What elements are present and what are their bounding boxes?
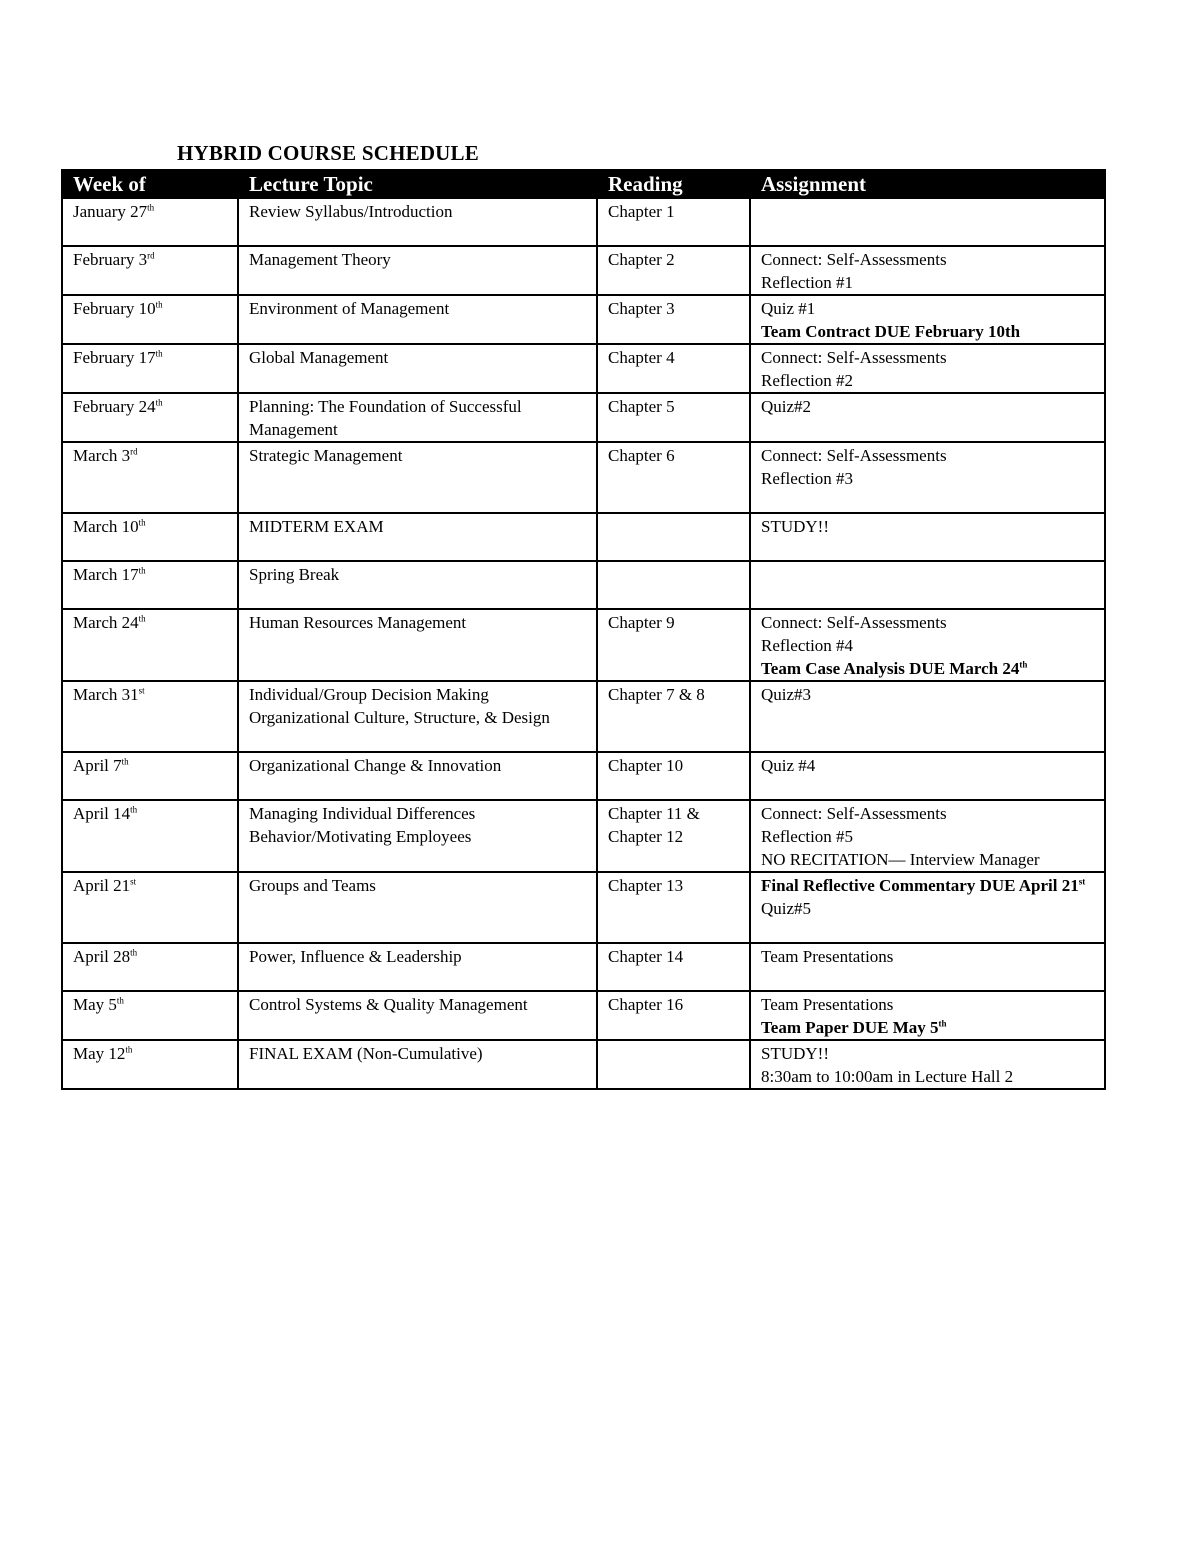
reading-chapter: Chapter 13 [608,876,684,895]
assignment-item [761,874,1094,897]
week-cell [62,681,238,752]
assignment-item [761,634,1094,657]
reading-cell [597,609,750,681]
lecture-topic: Behavior/Motivating Employees [249,827,472,846]
week-cell [62,344,238,393]
assignment-text: Connect: Self-Assessments [761,250,947,269]
lecture-topic: Review Syllabus/Introduction [249,202,453,221]
assignment-text: Connect: Self-Assessments [761,348,947,367]
lecture-topic-cell [238,393,597,442]
week-date: April 14 [73,804,131,823]
lecture-topic: FINAL EXAM (Non-Cumulative) [249,1044,483,1063]
lecture-topic-cell [238,800,597,872]
assignment-date-suffix: th [938,1018,947,1029]
assignment-cell [750,681,1105,752]
reading-cell [597,943,750,991]
lecture-topic-cell [238,752,597,800]
week-date: March 3 [73,446,131,465]
week-date: March 10 [73,517,139,536]
assignment-text: Quiz#3 [761,685,812,704]
week-date: March 24 [73,613,139,632]
lecture-topic-cell [238,1040,597,1089]
assignment-item [761,320,1094,343]
lecture-topic-cell [238,943,597,991]
week-cell [62,393,238,442]
assignment-item [761,611,1094,634]
lecture-topic: Strategic Management [249,446,403,465]
assignment-cell [750,393,1105,442]
assignment-item [761,395,1094,418]
week-date-suffix: st [130,876,137,887]
reading-cell [597,561,750,609]
lecture-topic: Power, Influence & Leadership [249,947,462,966]
table-row [62,513,1105,561]
table-row [62,344,1105,393]
assignment-item [761,515,1094,538]
header-lecture-topic: Lecture Topic [238,170,597,198]
lecture-topic-cell [238,442,597,513]
table-row [62,442,1105,513]
page-title: HYBRID COURSE SCHEDULE [177,141,479,165]
assignment-text: NO RECITATION— Interview Manager [761,850,1040,869]
reading-cell [597,800,750,872]
reading-cell [597,513,750,561]
reading-cell [597,344,750,393]
lecture-topic: Environment of Management [249,299,450,318]
lecture-topic-cell [238,872,597,943]
assignment-item [761,825,1094,848]
week-date: February 3 [73,250,148,269]
week-date-suffix: rd [147,250,155,261]
schedule-body [62,198,1105,1089]
assignment-text: Team Case Analysis DUE March 24 [761,659,1020,678]
week-date-suffix: th [138,565,146,576]
assignment-cell [750,609,1105,681]
week-cell [62,752,238,800]
reading-chapter: Chapter 2 [608,250,675,269]
lecture-topic: Groups and Teams [249,876,376,895]
week-date: March 17 [73,565,139,584]
table-row [62,295,1105,344]
assignment-text: Team Contract DUE February 10th [761,322,1021,341]
table-row [62,991,1105,1040]
assignment-item [761,657,1094,680]
week-cell [62,295,238,344]
lecture-topic-cell [238,295,597,344]
assignment-cell [750,295,1105,344]
reading-cell [597,393,750,442]
week-cell [62,513,238,561]
table-row [62,1040,1105,1089]
reading-cell [597,246,750,295]
reading-chapter: Chapter 11 & [608,804,700,823]
week-date: May 12 [73,1044,126,1063]
week-date: February 10 [73,299,156,318]
week-date: March 31 [73,685,139,704]
header-assignment: Assignment [750,170,1105,198]
week-date-suffix: th [138,613,146,624]
lecture-topic: Management Theory [249,250,391,269]
lecture-topic: Individual/Group Decision Making [249,685,489,704]
table-row [62,752,1105,800]
reading-chapter: Chapter 10 [608,756,684,775]
table-row [62,681,1105,752]
lecture-topic: Managing Individual Differences [249,804,476,823]
assignment-item [761,467,1094,490]
assignment-text: 8:30am to 10:00am in Lecture Hall 2 [761,1067,1014,1086]
lecture-topic-cell [238,991,597,1040]
reading-chapter: Chapter 4 [608,348,675,367]
lecture-topic: Global Management [249,348,389,367]
assignment-item [761,897,1094,920]
week-date: February 24 [73,397,156,416]
assignment-text: Reflection #3 [761,469,854,488]
assignment-cell [750,344,1105,393]
assignment-text: Team Presentations [761,947,894,966]
week-cell [62,872,238,943]
lecture-topic-cell [238,344,597,393]
assignment-date-suffix: st [1078,876,1086,887]
reading-chapter: Chapter 3 [608,299,675,318]
assignment-text: Reflection #4 [761,636,854,655]
week-date-suffix: th [155,397,163,408]
week-date-suffix: th [116,995,124,1006]
table-row [62,246,1105,295]
table-header-row [62,170,1105,198]
reading-chapter: Chapter 9 [608,613,675,632]
assignment-text: Quiz#2 [761,397,812,416]
week-date: April 28 [73,947,131,966]
reading-cell [597,1040,750,1089]
assignment-cell [750,872,1105,943]
reading-cell [597,442,750,513]
assignment-item [761,802,1094,825]
table-row [62,609,1105,681]
week-cell [62,442,238,513]
table-row [62,198,1105,246]
lecture-topic: Human Resources Management [249,613,467,632]
assignment-item [761,848,1094,871]
week-date-suffix: th [121,756,129,767]
reading-chapter: Chapter 12 [608,827,684,846]
assignment-text: STUDY!! [761,1044,829,1063]
week-date-suffix: th [130,804,138,815]
table-row [62,561,1105,609]
assignment-cell [750,198,1105,246]
reading-chapter: Chapter 16 [608,995,684,1014]
assignment-cell [750,752,1105,800]
assignment-item [761,993,1094,1016]
assignment-text: Team Presentations [761,995,894,1014]
week-date-suffix: th [155,299,163,310]
assignment-item [761,444,1094,467]
assignment-item [761,754,1094,777]
assignment-text: Connect: Self-Assessments [761,804,947,823]
assignment-date-suffix: th [1019,659,1028,670]
reading-chapter: Chapter 14 [608,947,684,966]
assignment-cell [750,1040,1105,1089]
table-row [62,393,1105,442]
assignment-cell [750,442,1105,513]
lecture-topic-cell [238,198,597,246]
assignment-item [761,1016,1094,1039]
assignment-text: Final Reflective Commentary DUE April 21 [761,876,1079,895]
reading-chapter: Chapter 1 [608,202,675,221]
header-reading: Reading [597,170,750,198]
lecture-topic-cell [238,681,597,752]
week-cell [62,800,238,872]
lecture-topic: Organizational Culture, Structure, & Design [249,708,550,727]
assignment-text: Connect: Self-Assessments [761,613,947,632]
schedule-table [61,169,1106,1090]
week-cell [62,246,238,295]
week-date-suffix: th [147,202,155,213]
lecture-topic: Control Systems & Quality Management [249,995,528,1014]
assignment-item [761,945,1094,968]
week-date-suffix: th [138,517,146,528]
week-date: April 7 [73,756,122,775]
assignment-item [761,248,1094,271]
assignment-text: Quiz #1 [761,299,816,318]
week-cell [62,991,238,1040]
assignment-text: Reflection #1 [761,273,854,292]
lecture-topic: Organizational Change & Innovation [249,756,502,775]
assignment-item [761,1042,1094,1065]
week-date-suffix: th [130,947,138,958]
header-week: Week of [62,170,238,198]
week-cell [62,1040,238,1089]
week-cell [62,943,238,991]
week-date-suffix: rd [130,446,138,457]
assignment-text: Reflection #2 [761,371,854,390]
lecture-topic: MIDTERM EXAM [249,517,384,536]
week-date-suffix: th [155,348,163,359]
week-date: May 5 [73,995,117,1014]
assignment-cell [750,513,1105,561]
lecture-topic-cell [238,246,597,295]
lecture-topic: Planning: The Foundation of Successful Management [249,397,522,439]
assignment-text: Quiz#5 [761,899,812,918]
week-cell [62,561,238,609]
assignment-item [761,1065,1094,1088]
reading-cell [597,991,750,1040]
reading-cell [597,681,750,752]
reading-chapter: Chapter 6 [608,446,675,465]
reading-chapter: Chapter 7 & 8 [608,685,705,704]
week-date-suffix: th [125,1044,133,1055]
week-cell [62,609,238,681]
assignment-item [761,271,1094,294]
assignment-cell [750,991,1105,1040]
assignment-text: Team Paper DUE May 5 [761,1018,939,1037]
reading-cell [597,198,750,246]
lecture-topic-cell [238,561,597,609]
reading-cell [597,752,750,800]
table-row [62,943,1105,991]
table-row [62,800,1105,872]
lecture-topic: Spring Break [249,565,340,584]
reading-cell [597,872,750,943]
assignment-cell [750,800,1105,872]
week-cell [62,198,238,246]
week-date: April 21 [73,876,131,895]
assignment-text: Connect: Self-Assessments [761,446,947,465]
assignment-item [761,297,1094,320]
reading-chapter: Chapter 5 [608,397,675,416]
reading-cell [597,295,750,344]
week-date: February 17 [73,348,156,367]
week-date: January 27 [73,202,148,221]
assignment-item [761,369,1094,392]
assignment-cell [750,246,1105,295]
assignment-text: STUDY!! [761,517,829,536]
week-date-suffix: st [138,685,145,696]
assignment-item [761,346,1094,369]
lecture-topic-cell [238,513,597,561]
assignment-item [761,683,1094,706]
lecture-topic-cell [238,609,597,681]
assignment-cell [750,943,1105,991]
assignment-cell [750,561,1105,609]
table-row [62,872,1105,943]
assignment-text: Quiz #4 [761,756,816,775]
assignment-text: Reflection #5 [761,827,854,846]
